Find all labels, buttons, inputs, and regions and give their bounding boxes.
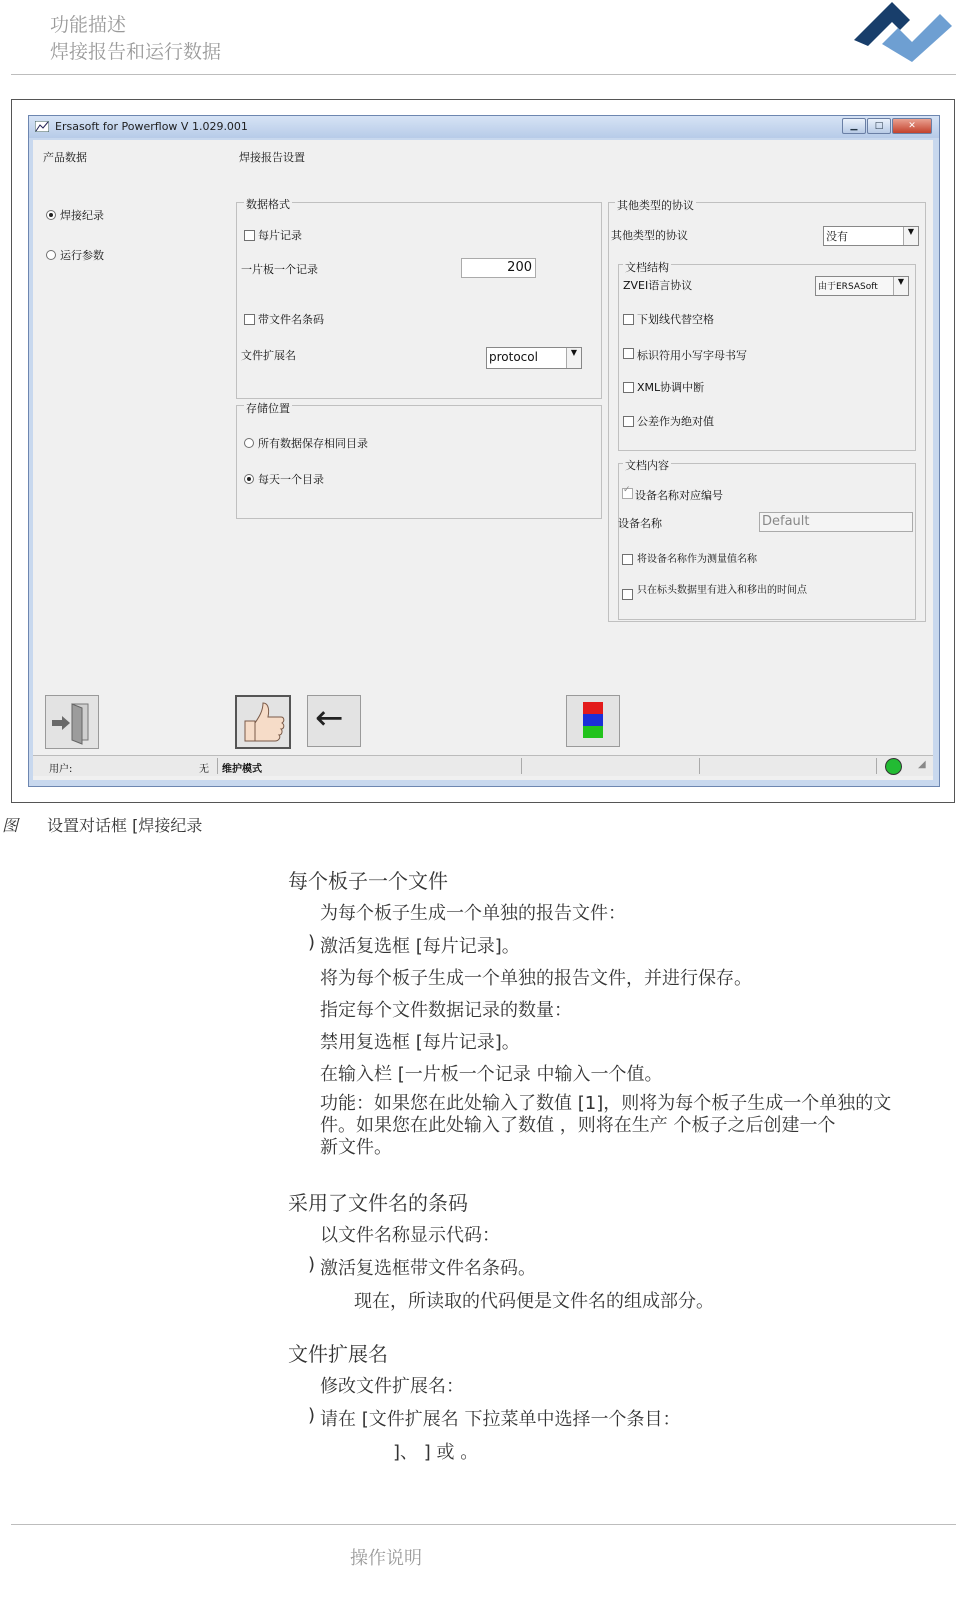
paragraph: 在输入栏 [一片板一个记录 中输入一个值。 [320, 1064, 663, 1085]
exit-door-icon [46, 696, 98, 748]
paragraph: 以文件名称显示代码： [320, 1225, 500, 1246]
paragraph: 修改文件扩展名： [320, 1376, 464, 1397]
paragraph: 件。如果您在此处输入了数值 ，则将在生产 个板子之后创建一个 [320, 1115, 836, 1136]
radio-weld-record[interactable] [46, 210, 56, 220]
product-data-title: 产品数据 [43, 151, 87, 164]
underscore-checkbox[interactable] [623, 314, 634, 325]
storage-group [236, 405, 602, 519]
back-button[interactable] [307, 695, 361, 747]
other-protocol-label: 其他类型的协议 [611, 229, 688, 242]
window-titlebar [29, 116, 939, 138]
resize-grip-icon[interactable]: ◢ [918, 759, 926, 770]
radio-same-dir[interactable] [244, 438, 254, 448]
status-divider [876, 758, 877, 774]
paragraph: 新文件。 [320, 1137, 392, 1158]
radio-run-params[interactable] [46, 250, 56, 260]
radio-same-dir-label: 所有数据保存相同目录 [258, 437, 368, 450]
user-label: 用户: [49, 764, 73, 775]
radio-per-day-label: 每天一个目录 [258, 473, 324, 486]
storage-legend: 存储位置 [246, 402, 290, 415]
device-name-label: 设备名称 [618, 517, 662, 530]
tolerance-checkbox[interactable] [623, 416, 634, 427]
chevron-down-icon: ▼ [566, 348, 581, 368]
tolerance-label: 公差作为绝对值 [637, 415, 714, 428]
per-piece-label: 每片记录 [258, 229, 302, 242]
device-name-measure-label: 将设备名称作为测量值名称 [637, 554, 757, 565]
user-value: 无 [199, 764, 209, 775]
radio-run-params-label: 运行参数 [60, 249, 104, 262]
confirm-button[interactable] [235, 695, 291, 749]
footer-rule [11, 1524, 956, 1525]
chevron-down-icon: ▼ [903, 227, 918, 245]
records-per-board-input[interactable]: 200 [461, 258, 536, 278]
mode-value: 维护模式 [222, 764, 262, 775]
lowercase-checkbox[interactable] [623, 348, 634, 359]
step-marker: ) [308, 932, 316, 953]
header-chapter: 功能描述 [50, 14, 127, 36]
data-format-legend: 数据格式 [246, 198, 290, 211]
minimize-button[interactable]: ▁ [842, 118, 866, 134]
step-marker: ) [308, 1254, 316, 1275]
paragraph: 指定每个文件数据记录的数量： [320, 1000, 572, 1021]
status-divider [217, 758, 218, 774]
zvei-label: ZVEI语言协议 [623, 279, 693, 292]
close-button[interactable]: ✕ [892, 118, 932, 134]
status-divider [521, 758, 522, 774]
xml-break-label: XML协调中断 [637, 381, 705, 394]
header-time-checkbox[interactable] [622, 589, 633, 600]
file-extension-value: protocol [489, 350, 538, 364]
header-subtitle: 焊接报告和运行数据 [50, 41, 222, 63]
window-title: Ersasoft for Powerflow V 1.029.001 [55, 120, 248, 133]
dialog-window [28, 115, 940, 787]
weld-report-settings-title: 焊接报告设置 [239, 151, 305, 164]
thumbs-up-icon [237, 697, 289, 747]
file-extension-select[interactable] [486, 347, 582, 369]
header-rule [11, 74, 956, 75]
xml-break-checkbox[interactable] [623, 382, 634, 393]
step-text: 激活复选框 [每片记录]。 [320, 936, 520, 957]
status-divider [699, 758, 700, 774]
other-protocol-select[interactable] [823, 226, 919, 246]
underscore-label: 下划线代替空格 [637, 313, 714, 326]
section-heading: 每个板子一个文件 [288, 869, 448, 893]
dev-number-checkbox[interactable]: ✓ [622, 488, 633, 499]
doc-content-legend: 文档内容 [625, 459, 669, 472]
exit-button[interactable] [45, 695, 99, 749]
lowercase-label: 标识符用小写字母书写 [637, 349, 747, 362]
barcode-checkbox[interactable] [244, 314, 255, 325]
radio-weld-record-label: 焊接纪录 [60, 209, 104, 222]
device-name-measure-checkbox[interactable] [622, 554, 633, 565]
header-time-label: 只在标头数据里有进入和移出的时间点 [637, 585, 807, 596]
color-bars-icon [567, 696, 619, 746]
arrow-left-icon: ← [315, 698, 344, 738]
figure-label: 图 [2, 816, 19, 835]
paragraph: 现在，所读取的代码便是文件名的组成部分。 [354, 1291, 714, 1312]
chevron-down-icon: ▼ [893, 277, 908, 295]
paragraph: 功能：如果您在此处输入了数值 [1]，则将为每个板子生成一个单独的文 [320, 1093, 892, 1114]
radio-per-day[interactable] [244, 474, 254, 484]
other-protocol-value: 没有 [826, 230, 848, 243]
device-name-input[interactable]: Default [759, 512, 913, 532]
doc-structure-legend: 文档结构 [625, 261, 669, 274]
app-icon [35, 121, 49, 132]
dev-number-label: 设备名称对应编号 [635, 489, 723, 502]
step-text: 请在 [文件扩展名 下拉菜单中选择一个条目： [320, 1409, 681, 1430]
file-extension-label: 文件扩展名 [241, 349, 296, 362]
status-indicator-icon [885, 758, 902, 775]
section-heading: 采用了文件名的条码 [288, 1191, 468, 1215]
dialog-client [33, 140, 933, 780]
footer-text: 操作说明 [350, 1548, 422, 1569]
maximize-button[interactable]: □ [867, 118, 891, 134]
status-bar [33, 755, 933, 776]
other-protocol-legend: 其他类型的协议 [617, 199, 694, 212]
figure-caption: 设置对话框 [焊接纪录 [47, 816, 203, 835]
step-marker: ) [308, 1405, 316, 1426]
step-text: 激活复选框带文件名条码。 [320, 1258, 536, 1279]
barcode-label: 带文件名条码 [258, 313, 324, 326]
paragraph: 为每个板子生成一个单独的报告文件： [320, 903, 626, 924]
zvei-value: 由于ERSASoft [818, 282, 878, 292]
section-heading: 文件扩展名 [288, 1342, 388, 1366]
paragraph: ]、 ] 或 。 [393, 1442, 479, 1463]
paragraph: 禁用复选框 [每片记录]。 [320, 1032, 520, 1053]
color-settings-button[interactable] [566, 695, 620, 747]
zvei-select[interactable] [815, 276, 909, 296]
records-per-board-label: 一片板一个记录 [241, 263, 318, 276]
per-piece-checkbox[interactable] [244, 230, 255, 241]
brand-logo [852, 0, 956, 64]
paragraph: 将为每个板子生成一个单独的报告文件，并进行保存。 [320, 968, 752, 989]
